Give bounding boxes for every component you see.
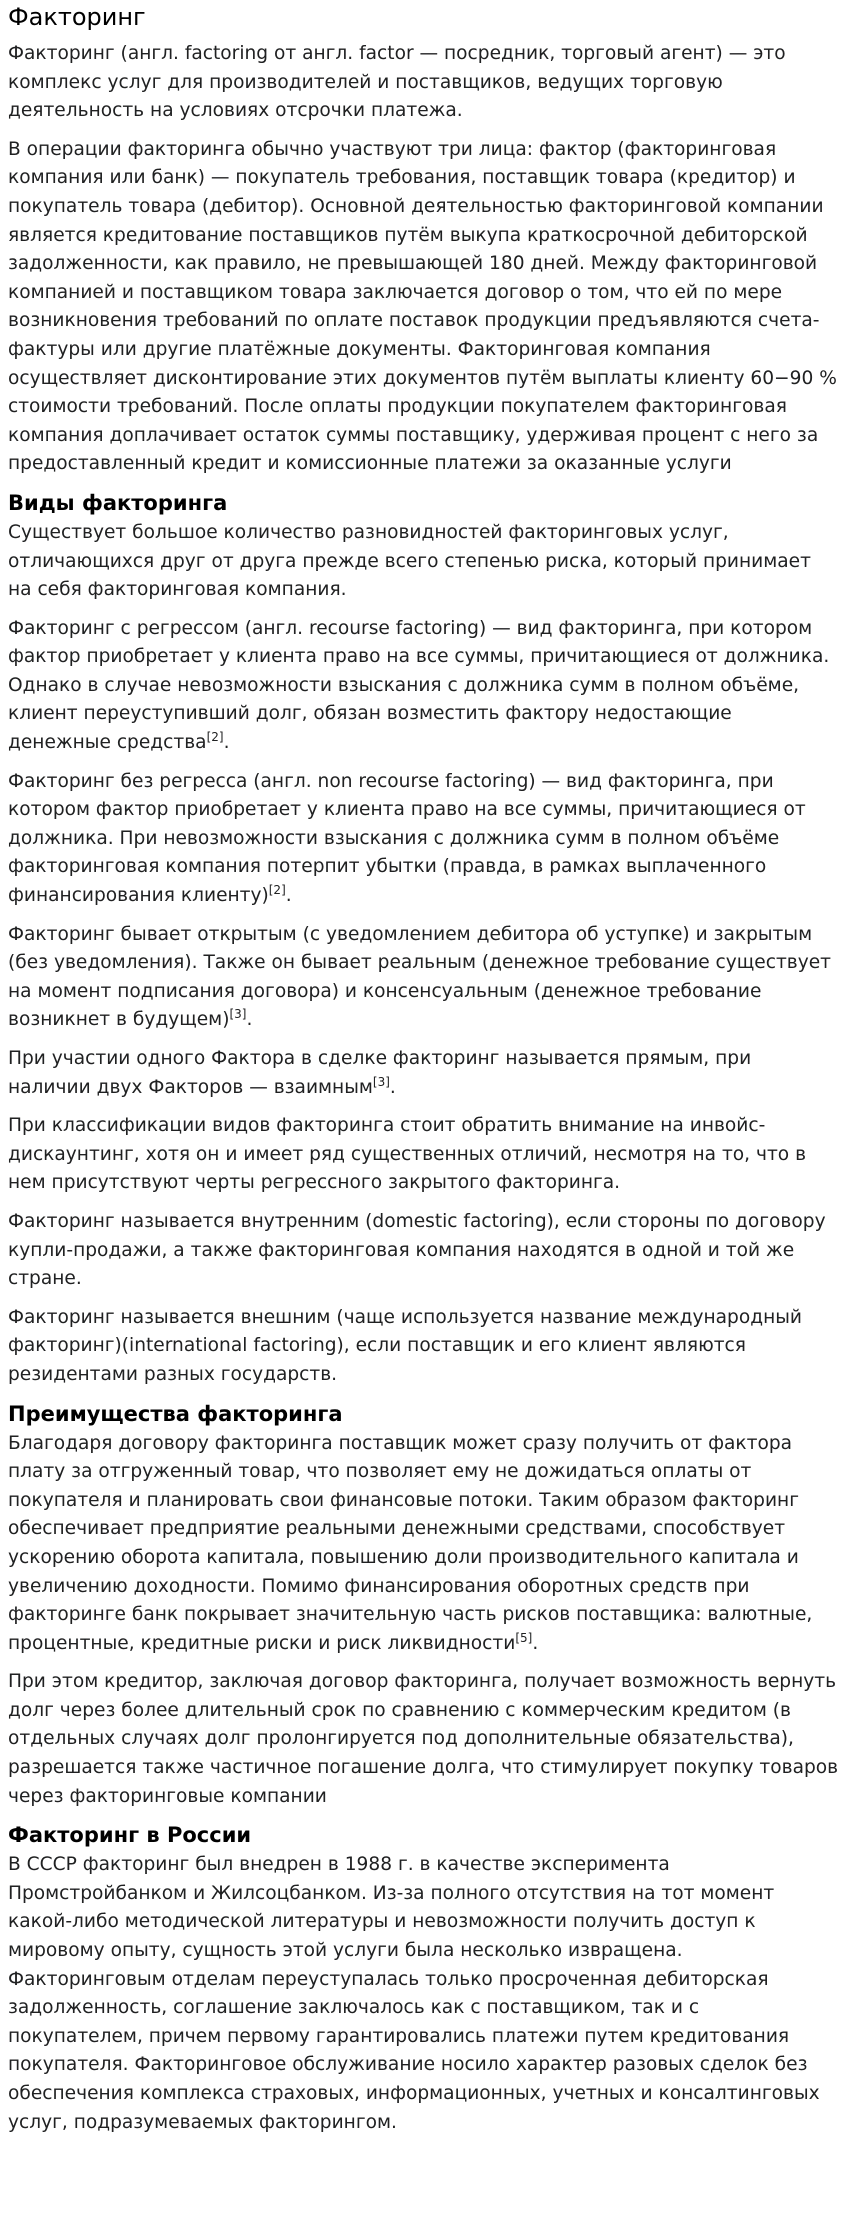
paragraph-text: Факторинг без регресса (англ. non recourse factoring) — вид факторинга, при котором фактор приобретает у клиента право на все суммы, причитающиеся от должника. При невозможности взыскания с должника сумм в полном объёме факторинговая компания потерпит убытки (правда, в рамках выплаченного финансирования клиенту) — [8, 770, 806, 907]
footnote-ref[interactable] — [207, 730, 224, 744]
footnote-ref[interactable] — [229, 1007, 246, 1021]
intro-paragraph: Факторинг (англ. factoring от англ. factor — посредник, торговый агент) — это комплекс услуг для производителей и поставщиков, ведущих торговую деятельность на условиях отсрочки платежа. — [8, 43, 786, 122]
section-heading: Преимущества факторинга — [8, 1401, 343, 1426]
paragraph-text: Факторинг с регрессом (англ. recourse factoring) — вид факторинга, при котором фактор приобретает у клиента право на все суммы, причитающиеся от должника. Однако в случае невозможности взыскания с должника сумм в полном объёме, клиент переуступивший долг, обязан возместить фактору недостающие денежные средства — [8, 617, 830, 754]
article-sections — [8, 489, 839, 2137]
footnote-link[interactable]: [2] — [268, 882, 286, 897]
paragraph-text: В СССР факторинг был внедрен в 1988 г. в качестве эксперимента Промстройбанком и Жилсоцбанком. Из-за полного отсутствия на тот момент какой-либо методической литературы и невозможности получить доступ к мировому опыту, сущность этой услуги была несколько извращена. Факторинговым отделам переуступалась только просроченная дебиторская задолженность, соглашение заключалось как с поставщиком, так и с покупателем, причем первому гарантировались платежи путем кредитования покупателя. Факторинговое обслуживание носило характер разовых сделок без обеспечения комплекса страховых, информационных, учетных и консалтинговых услуг, подразумеваемых факторингом. — [8, 1854, 820, 2133]
section-paragraph — [8, 1304, 839, 1390]
paragraph-text: Факторинг бывает открытым (с уведомлением дебитора об уступке) и закрытым (без уведомления). Также он бывает реальным (денежное требование существует на момент подписания договора) и консенсуальным (денежное требование возникнет в будущем) — [8, 923, 832, 1031]
footnote-link[interactable]: [3] — [372, 1074, 390, 1089]
section-heading: Виды факторинга — [8, 490, 228, 515]
section — [8, 1821, 839, 2137]
footnote-link[interactable]: [3] — [229, 1007, 247, 1022]
paragraph-text: Благодаря договору факторинга поставщик может сразу получить от фактора плату за отгруженный товар, что позволяет ему не дожидаться оплаты от покупателя и планировать свои финансовые потоки. Таким образом факторинг обеспечивает предприятие реальными денежными средствами, способствует ускорению оборота капитала, повышению доли производительного капитала и увеличению доходности. Помимо финансирования оборотных средств при факторинге банк покрывает значительную часть рисков поставщика: валютные, процентные, кредитные риски и риск ликвидности — [8, 1432, 813, 1654]
paragraph-text: При этом кредитор, заключая договор факторинга, получает возможность вернуть долг через более длительный срок по сравнению с коммерческим кредитом (в отдельных случаях долг пролонгируется под дополнительные обязательства), разрешается также частичное погашение долга, что стимулирует покупку товаров через факторинговые компании — [8, 1671, 839, 1807]
footnote-ref[interactable] — [373, 1074, 390, 1088]
section — [8, 1400, 839, 1812]
section-paragraph — [8, 1045, 839, 1102]
intro-section — [8, 40, 839, 479]
section — [8, 489, 839, 1390]
section-paragraph — [8, 615, 839, 758]
section-paragraph — [8, 519, 839, 605]
paragraph-tail: . — [389, 1076, 396, 1098]
section-paragraph — [8, 1112, 839, 1198]
section-paragraph — [8, 921, 839, 1035]
paragraph-tail: . — [223, 732, 230, 754]
intro-paragraph: В операции факторинга обычно участвуют три лица: фактор (факторинговая компания или банк) — покупатель требования, поставщик товара (кредитор) и покупатель товара (дебитор). Основной деятельностью факторинговой компании является кредитование поставщиков путём выкупа краткосрочной дебиторской задолженности, как правило, не превышающей 180 дней. Между факторинговой компанией и поставщиком товара заключается договор о том, что ей по мере возникновения требований по оплате поставок продукции предъявляются счета-фактуры или другие платёжные документы. Факторинговая компания осуществляет дисконтирование этих документов путём выплаты клиенту 60−90 % стоимости требований. После оплаты продукции покупателем факторинговая компания доплачивает остаток суммы поставщику, удерживая процент с него за предоставленный кредит и комиссионные платежи за оказанные услуги — [8, 138, 837, 475]
section-paragraph — [8, 1208, 839, 1294]
paragraph-text: При классификации видов факторинга стоит обратить внимание на инвойс-дискаунтинг, хотя он и имеет ряд существенных отличий, несмотря на то, что в нем присутствуют черты регрессного закрытого факторинга. — [8, 1115, 807, 1194]
paragraph-text: При участии одного Фактора в сделке факторинг называется прямым, при наличии двух Факторов — взаимным — [8, 1048, 752, 1098]
paragraph-text: Существует большое количество разновидностей факторинговых услуг, отличающихся друг от друга прежде всего степенью риска, который принимает на себя факторинговая компания. — [8, 521, 811, 601]
paragraph-tail: . — [532, 1632, 539, 1654]
paragraph-text: Факторинг называется внутренним (domestic factoring), если стороны по договору купли-продажи, а также факторинговая компания находятся в одной и той же стране. — [8, 1210, 826, 1290]
paragraph-tail: . — [285, 885, 292, 907]
section-paragraph — [8, 1430, 839, 1659]
footnote-link[interactable]: [2] — [206, 729, 224, 744]
paragraph-text: Факторинг называется внешним (чаще используется название международный факторинг)(international factoring), если поставщик и его клиент являются резидентами разных государств. — [8, 1306, 802, 1385]
footnote-ref[interactable] — [269, 883, 286, 897]
section-paragraph — [8, 768, 839, 911]
section-paragraph — [8, 1851, 839, 2137]
footnote-link[interactable]: [5] — [515, 1630, 533, 1645]
section-paragraph — [8, 1668, 839, 1811]
page-title: Факторинг — [8, 3, 146, 31]
paragraph-tail: . — [246, 1009, 253, 1031]
footnote-ref[interactable] — [515, 1631, 532, 1645]
section-heading: Факторинг в России — [8, 1823, 252, 1848]
